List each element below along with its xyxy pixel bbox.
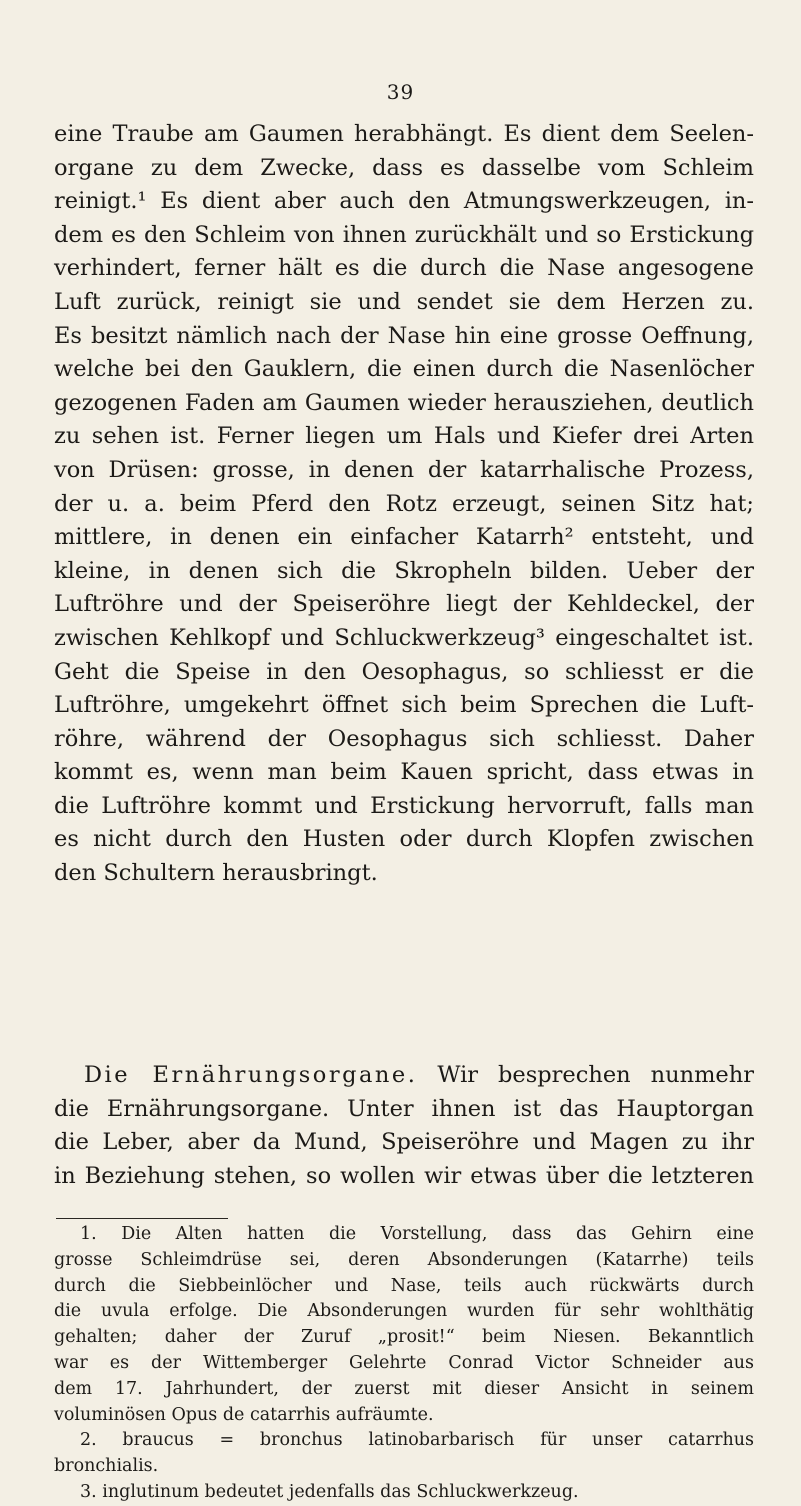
footnotes [54,1222,754,1506]
text-line: in Beziehung stehen, so wollen wir etwas über die letzteren [54,1162,754,1189]
footnote-line: durch die Siebbeinlöcher und Nase, teils auch rückwärts durch [54,1275,754,1296]
text-line: die Leber, aber da Mund, Speiseröhre und Magen zu ihr [54,1129,754,1156]
text-line: eine Traube am Gaumen herabhängt. Es dient dem Seelen- [54,121,754,147]
text-line: den Schultern herausbringt. [54,860,378,887]
section-paragraph [54,1059,754,1193]
text-line: Luftröhre, umgekehrt öffnet sich beim Sprechen die Luft- [54,692,754,719]
text-line: die Ernährungsorgane. Unter ihnen ist das Hauptorgan [54,1095,754,1122]
text-line: die Luftröhre kommt und Erstickung hervorruft, falls man [54,792,754,819]
footnote-line: die uvula erfolge. Die Absonderungen wurden für sehr wohlthätig [54,1301,754,1322]
text-line: Es besitzt nämlich nach der Nase hin eine grosse Oeffnung, [54,322,754,349]
text-line: Luftröhre und der Speiseröhre liegt der Kehldeckel, der [54,591,754,618]
footnote-divider [56,1218,228,1219]
text-line: zu sehen ist. Ferner liegen um Hals und Kiefer drei Arten [54,423,754,450]
footnote-line: bronchialis. [54,1456,159,1477]
page-number: 39 [386,80,415,104]
section-heading: Die Ernährungsorgane. [84,1062,418,1088]
footnote-line: dem 17. Jahrhundert, der zuerst mit dieser Ansicht in seinem [54,1378,754,1399]
text-line: der u. a. beim Pferd den Rotz erzeugt, seinen Sitz hat; [54,490,754,517]
section-first-line [54,1059,754,1093]
text-line: zwischen Kehlkopf und Schluckwerkzeug³ eingeschaltet ist. [54,624,754,651]
footnote-line: 1. Die Alten hatten die Vorstellung, dass das Gehirn eine [80,1224,754,1244]
text-line: gezogenen Faden am Gaumen wieder herausziehen, deutlich [54,389,754,416]
footnote-line: war es der Wittemberger Gelehrte Conrad Victor Schneider aus [54,1352,754,1373]
text-line: mittlere, in denen ein einfacher Katarrh² entsteht, und [54,524,754,551]
text-line: Luft zurück, reinigt sie und sendet sie dem Herzen zu. [54,288,754,315]
footnote-line: voluminösen Opus de catarrhis aufräumte. [54,1404,434,1425]
footnote-line: 3. inglutinum bedeutet jedenfalls das Schluckwerkzeug. [80,1481,579,1502]
text-line: reinigt.¹ Es dient aber auch den Atmungswerkzeugen, in- [54,188,754,215]
text-line: kleine, in denen sich die Skropheln bilden. Ueber der [54,557,754,584]
text-line: welche bei den Gauklern, die einen durch die Nasenlöcher [54,356,754,383]
text-line: von Drüsen: grosse, in denen der katarrhalische Prozess, [54,456,754,483]
footnote-line: grosse Schleimdrüse sei, deren Absonderungen (Katarrhe) teils [54,1249,754,1270]
text-line: es nicht durch den Husten oder durch Klopfen zwischen [54,826,754,853]
text-line: dem es den Schleim von ihnen zurückhält und so Erstickung [54,221,754,248]
section-first-line-text: Wir besprechen nunmehr [417,1062,754,1088]
text-line: röhre, während der Oesophagus sich schliesst. Daher [54,725,754,752]
text-line: kommt es, wenn man beim Kauen spricht, dass etwas in [54,759,754,786]
text-line: verhindert, ferner hält es die durch die Nase angesogene [54,255,754,282]
main-paragraph [54,118,754,891]
footnote-line: 2. braucus = bronchus latinobarbarisch für unser catarrhus [80,1430,754,1451]
footnote-line: gehalten; daher der Zuruf „prosit!“ beim Niesen. Bekanntlich [54,1327,754,1348]
text-line: Geht die Speise in den Oesophagus, so schliesst er die [54,658,754,685]
text-line: organe zu dem Zwecke, dass es dasselbe vom Schleim [54,154,754,181]
